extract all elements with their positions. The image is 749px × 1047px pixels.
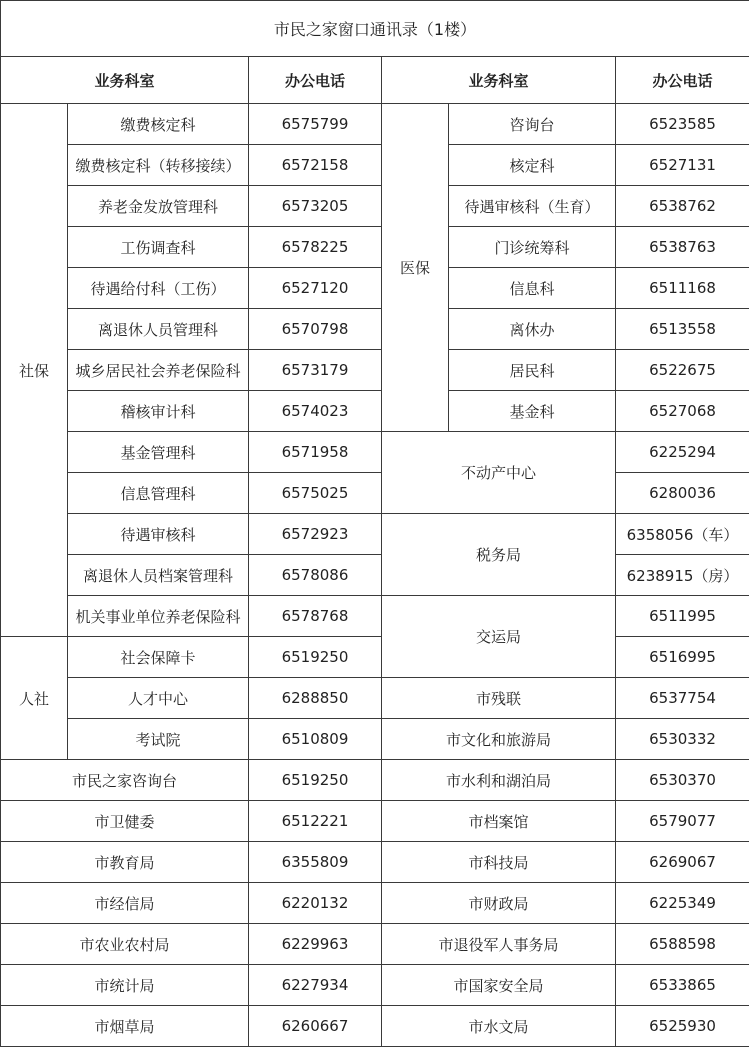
group-hr: 人社 (1, 637, 68, 760)
dept-name: 待遇给付科（工伤） (68, 268, 249, 309)
dept-phone: 6516995 (616, 637, 749, 678)
dept-name: 市文化和旅游局 (382, 719, 616, 760)
dept-phone: 6538762 (616, 186, 749, 227)
dept-phone: 6523585 (616, 104, 749, 145)
header-dept-right: 业务科室 (382, 57, 616, 104)
dept-name: 市统计局 (1, 965, 249, 1006)
dept-name: 市水利和湖泊局 (382, 760, 616, 801)
dept-name: 市水文局 (382, 1006, 616, 1047)
dept-phone: 6572158 (249, 145, 382, 186)
dept-name: 城乡居民社会养老保险科 (68, 350, 249, 391)
table-row (1, 391, 749, 432)
dept-name: 离退休人员管理科 (68, 309, 249, 350)
dept-phone: 6288850 (249, 678, 382, 719)
dept-phone: 6530370 (616, 760, 749, 801)
dept-phone: 6229963 (249, 924, 382, 965)
table-row (1, 432, 749, 473)
table-row (1, 719, 749, 760)
table-row (1, 883, 749, 924)
dept-phone: 6519250 (249, 760, 382, 801)
dept-name: 缴费核定科（转移接续） (68, 145, 249, 186)
dept-name: 信息管理科 (68, 473, 249, 514)
table-row (1, 309, 749, 350)
dept-phone: 6511995 (616, 596, 749, 637)
dept-name: 市经信局 (1, 883, 249, 924)
dept-name: 待遇审核科 (68, 514, 249, 555)
dept-phone: 6358056（车） (616, 514, 749, 555)
table-row (1, 227, 749, 268)
dept-name: 市残联 (382, 678, 616, 719)
dept-name: 门诊统筹科 (449, 227, 616, 268)
dept-phone: 6238915（房） (616, 555, 749, 596)
dept-name: 市财政局 (382, 883, 616, 924)
title-row (1, 1, 749, 57)
dept-phone: 6538763 (616, 227, 749, 268)
table-row (1, 268, 749, 309)
dept-phone: 6575025 (249, 473, 382, 514)
header-dept-left: 业务科室 (1, 57, 249, 104)
dept-name: 离退休人员档案管理科 (68, 555, 249, 596)
dept-name-tax: 税务局 (382, 514, 616, 596)
dept-phone: 6570798 (249, 309, 382, 350)
dept-name: 人才中心 (68, 678, 249, 719)
dept-name: 离休办 (449, 309, 616, 350)
dept-name: 市烟草局 (1, 1006, 249, 1047)
table-row (1, 104, 749, 145)
dept-phone: 6527120 (249, 268, 382, 309)
dept-name: 社会保障卡 (68, 637, 249, 678)
dept-phone: 6260667 (249, 1006, 382, 1047)
table-row (1, 145, 749, 186)
dept-name-transport: 交运局 (382, 596, 616, 678)
dept-phone: 6578768 (249, 596, 382, 637)
dept-name: 市农业农村局 (1, 924, 249, 965)
dept-phone: 6220132 (249, 883, 382, 924)
header-row (1, 57, 749, 104)
table-row (1, 678, 749, 719)
dept-phone: 6588598 (616, 924, 749, 965)
dept-name: 市民之家咨询台 (1, 760, 249, 801)
dept-phone: 6575799 (249, 104, 382, 145)
table-row (1, 1006, 749, 1047)
table-row (1, 350, 749, 391)
dept-phone: 6527131 (616, 145, 749, 186)
dept-phone: 6225294 (616, 432, 749, 473)
dept-phone: 6522675 (616, 350, 749, 391)
dept-phone: 6519250 (249, 637, 382, 678)
dept-phone: 6512221 (249, 801, 382, 842)
table-row (1, 186, 749, 227)
dept-phone: 6510809 (249, 719, 382, 760)
dept-phone: 6269067 (616, 842, 749, 883)
group-social: 社保 (1, 104, 68, 637)
dept-name: 稽核审计科 (68, 391, 249, 432)
dept-name: 基金科 (449, 391, 616, 432)
dept-name: 市教育局 (1, 842, 249, 883)
dept-name: 市卫健委 (1, 801, 249, 842)
dept-name: 机关事业单位养老保险科 (68, 596, 249, 637)
dept-phone: 6574023 (249, 391, 382, 432)
dept-name: 待遇审核科（生育） (449, 186, 616, 227)
dept-name: 养老金发放管理科 (68, 186, 249, 227)
dept-phone: 6573179 (249, 350, 382, 391)
table-row (1, 637, 749, 678)
dept-phone: 6572923 (249, 514, 382, 555)
dept-name: 市档案馆 (382, 801, 616, 842)
table-row (1, 842, 749, 883)
dept-phone: 6511168 (616, 268, 749, 309)
page-title: 市民之家窗口通讯录（1楼） (1, 1, 749, 57)
dept-phone: 6527068 (616, 391, 749, 432)
dept-name: 市科技局 (382, 842, 616, 883)
dept-name-realestate: 不动产中心 (382, 432, 616, 514)
dept-name: 市退役军人事务局 (382, 924, 616, 965)
dept-phone: 6227934 (249, 965, 382, 1006)
dept-name: 工伤调查科 (68, 227, 249, 268)
dept-name: 市国家安全局 (382, 965, 616, 1006)
group-medical: 医保 (382, 104, 449, 432)
table-row (1, 514, 749, 555)
table-row (1, 555, 749, 596)
dept-name: 信息科 (449, 268, 616, 309)
dept-phone: 6573205 (249, 186, 382, 227)
table-row (1, 760, 749, 801)
table-row (1, 801, 749, 842)
table-row (1, 596, 749, 637)
dept-phone: 6355809 (249, 842, 382, 883)
dept-phone: 6571958 (249, 432, 382, 473)
dept-name: 核定科 (449, 145, 616, 186)
dept-name: 咨询台 (449, 104, 616, 145)
header-phone-right: 办公电话 (616, 57, 749, 104)
table-row (1, 473, 749, 514)
dept-name: 考试院 (68, 719, 249, 760)
dept-name: 居民科 (449, 350, 616, 391)
dept-phone: 6533865 (616, 965, 749, 1006)
dept-phone: 6530332 (616, 719, 749, 760)
dept-name: 基金管理科 (68, 432, 249, 473)
dept-phone: 6525930 (616, 1006, 749, 1047)
dept-phone: 6225349 (616, 883, 749, 924)
dept-phone: 6537754 (616, 678, 749, 719)
dept-phone: 6579077 (616, 801, 749, 842)
dept-phone: 6578086 (249, 555, 382, 596)
dept-phone: 6280036 (616, 473, 749, 514)
header-phone-left: 办公电话 (249, 57, 382, 104)
table-row (1, 965, 749, 1006)
dept-name: 缴费核定科 (68, 104, 249, 145)
dept-phone: 6578225 (249, 227, 382, 268)
dept-phone: 6513558 (616, 309, 749, 350)
table-row (1, 924, 749, 965)
